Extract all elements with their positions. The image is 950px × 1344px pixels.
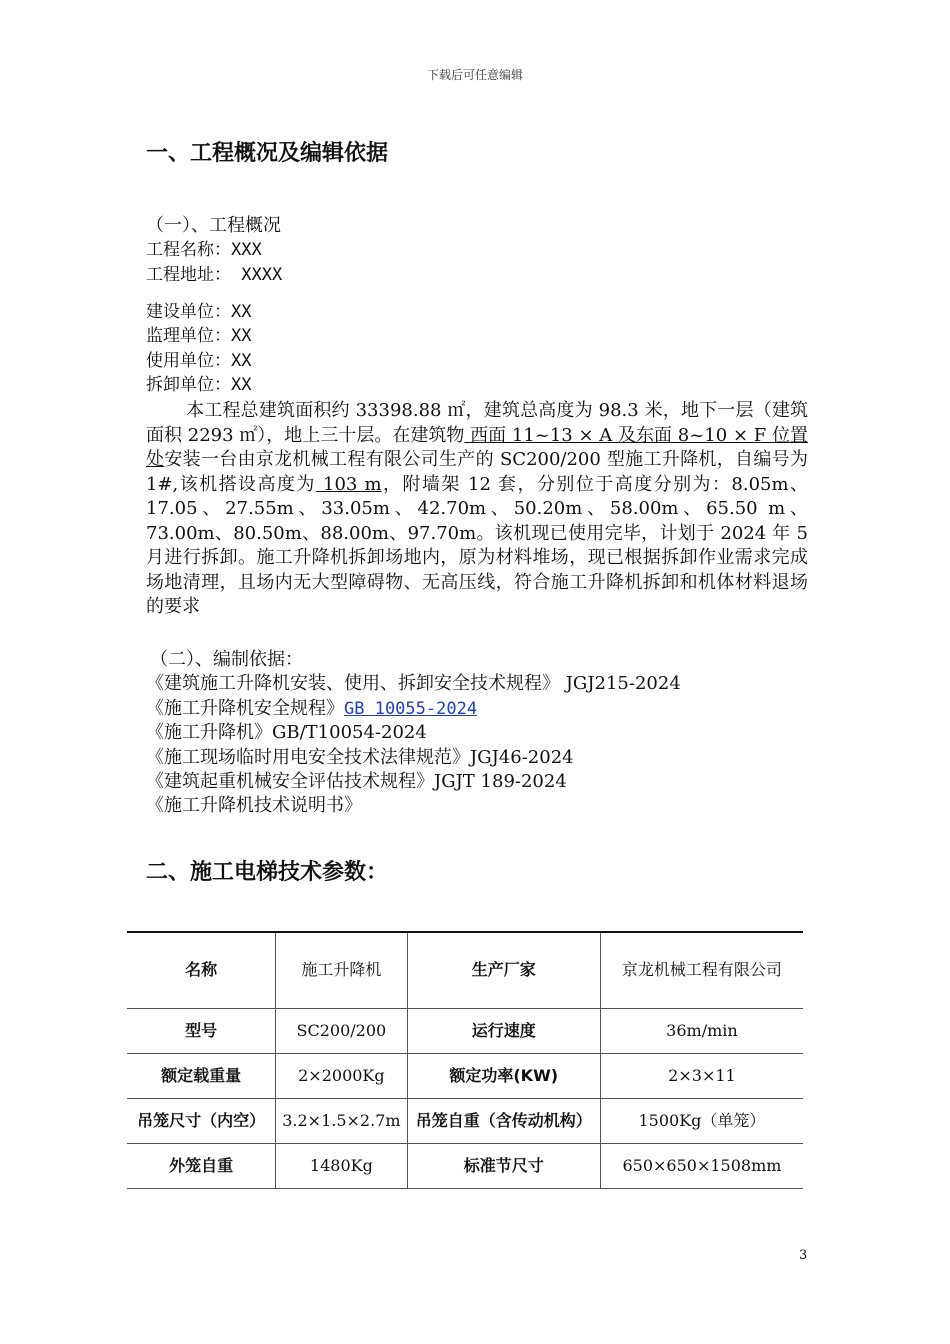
- overview-paragraph: [146, 399, 808, 620]
- cell-label: 型号: [127, 1008, 276, 1053]
- header-note: 下载后可任意编辑: [426, 68, 523, 82]
- para-location: 西面 11~13 × A 及东面 8~10 × F 位置处: [146, 424, 808, 470]
- table-row: [127, 1053, 803, 1098]
- cell-value: 36m/min: [600, 1008, 803, 1053]
- para-c: ，附墙架 12 套，分别位于高度分别为：8.05m、17.05、27.55m、33.05m、42.70m、50.20m、58.00m、65.50 m、73.00m、80.50m、88.00m、97.70m。该机现已使用完毕，计划于 2024 年 5 月进行拆卸。施工升降机拆卸场地内，原为材料堆场，现已根据拆卸作业需求完成场地清理，且场内无大型障碍物、无高压线，符合施工升降机拆卸和机体材料退场的要求: [146, 473, 808, 617]
- ref-2-link[interactable]: GB 10055-2024: [344, 698, 478, 719]
- cell-value: 2×2000Kg: [276, 1053, 407, 1098]
- project-address: 工程地址： XXXX: [146, 264, 283, 285]
- cell-label: 标准节尺寸: [407, 1143, 600, 1188]
- cell-value: 京龙机械工程有限公司: [600, 932, 803, 1008]
- ref-4: 《施工现场临时用电安全技术法律规范》JGJ46-2024: [146, 746, 574, 768]
- cell-value: 1500Kg（单笼）: [600, 1098, 803, 1143]
- section2-title: 二、施工电梯技术参数：: [146, 860, 389, 885]
- cell-label: 运行速度: [407, 1008, 600, 1053]
- project-name: 工程名称：XXX: [146, 240, 262, 261]
- table-row: [127, 1098, 803, 1143]
- cell-label: 额定载重量: [127, 1053, 276, 1098]
- ref-3: 《施工升降机》GB/T10054-2024: [146, 722, 427, 744]
- cell-label: 吊笼尺寸（内空）: [127, 1098, 276, 1143]
- overview-block: [146, 214, 806, 287]
- units-block: [146, 300, 806, 398]
- cell-value: 2×3×11: [600, 1053, 803, 1098]
- para-b: 安装一台由京龙机械工程有限公司生产的 SC200/200 型施工升降机，自编号为 1#,该机搭设高度为: [146, 449, 808, 495]
- table-row: [127, 932, 803, 1008]
- builder: 建设单位：XX: [146, 302, 252, 322]
- cell-label: 外笼自重: [127, 1143, 276, 1188]
- table-row: [127, 1143, 803, 1188]
- cell-value: 650×650×1508mm: [600, 1143, 803, 1188]
- cell-label: 名称: [127, 932, 276, 1008]
- cell-value: SC200/200: [276, 1008, 407, 1053]
- section1-title: 一、工程概况及编辑依据: [146, 141, 389, 166]
- ref-1: 《建筑施工升降机安装、使用、拆卸安全技术规程》 JGJ215-2024: [146, 673, 681, 695]
- cell-label: 吊笼自重（含传动机构）: [407, 1098, 600, 1143]
- para-height: 103 m: [315, 473, 382, 495]
- basis-subtitle: （二）、编制依据：: [150, 649, 303, 670]
- cell-value: 施工升降机: [276, 932, 407, 1008]
- table-row: [127, 1008, 803, 1053]
- cell-value: 3.2×1.5×2.7m: [276, 1098, 407, 1143]
- para-a: 本工程总建筑面积约 33398.88 ㎡，建筑总高度为 98.3 米，地下一层（建筑面积 2293 ㎡），地上三十层。在建筑物: [146, 400, 808, 446]
- ref-2: [146, 697, 826, 721]
- ref-2-title: 《施工升降机安全规程》: [146, 697, 344, 719]
- supervisor: 监理单位：XX: [146, 326, 252, 347]
- tech-params-table: [127, 931, 803, 1189]
- overview-subtitle: （一）、工程概况: [146, 215, 281, 236]
- user-unit: 使用单位：XX: [146, 350, 252, 371]
- page-number: 3: [799, 1248, 808, 1263]
- ref-6: 《施工升降机技术说明书》: [146, 795, 362, 817]
- dismantler: 拆卸单位：XX: [146, 375, 252, 396]
- cell-label: 生产厂家: [407, 932, 600, 1008]
- cell-label: 额定功率(KW): [407, 1053, 600, 1098]
- ref-5: 《建筑起重机械安全评估技术规程》JGJT 189-2024: [146, 770, 567, 792]
- basis-block: [146, 648, 826, 819]
- cell-value: 1480Kg: [276, 1143, 407, 1188]
